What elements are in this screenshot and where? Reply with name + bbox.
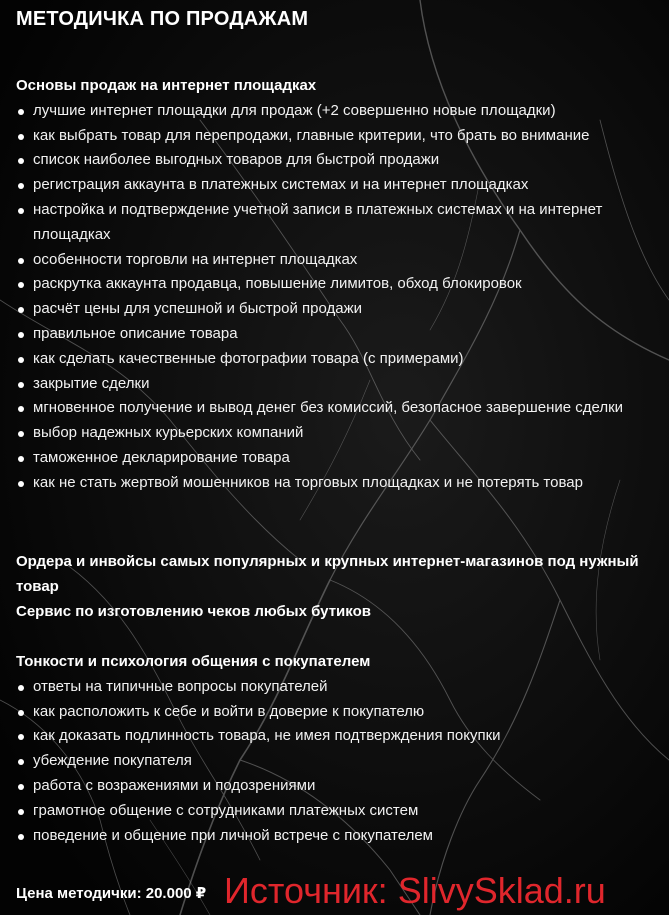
list-item: мгновенное получение и вывод денег без комиссий, безопасное завершение сделки [16,396,653,421]
bullet-list [16,675,653,849]
list-item: как не стать жертвой мошенников на торговых площадках и не потерять товар [16,471,653,496]
list-item: как сделать качественные фотографии товара (с примерами) [16,347,653,372]
list-item: убеждение покупателя [16,749,653,774]
section-buyer-psychology [16,650,653,848]
receipts-service-line: Сервис по изготовлению чеков любых бутиков [16,602,371,620]
list-item: правильное описание товара [16,322,653,347]
section-orders-invoices [16,550,653,624]
orders-invoices-line: Ордера и инвойсы самых популярных и крупных интернет-магазинов под нужный товар [16,553,639,595]
list-item: закрытие сделки [16,372,653,397]
section-heading: Тонкости и психология общения с покупателем [16,653,371,670]
list-item: как выбрать товар для перепродажи, главные критерии, что брать во внимание [16,124,653,149]
list-item: особенности торговли на интернет площадках [16,248,653,273]
list-item: работа с возражениями и подозрениями [16,774,653,799]
list-item: как доказать подлинность товара, не имея подтверждения покупки [16,724,653,749]
section-sales-basics [16,74,653,496]
list-item: таможенное декларирование товара [16,446,653,471]
list-item: грамотное общение с сотрудниками платежных систем [16,799,653,824]
page-title: МЕТОДИЧКА ПО ПРОДАЖАМ [16,8,309,30]
source-watermark: Источник: SlivySklad.ru [224,870,606,911]
list-item: как расположить к себе и войти в доверие к покупателю [16,700,653,725]
list-item: настройка и подтверждение учетной записи в платежных системах и на интернет площадках [16,198,653,248]
bullet-list [16,99,653,496]
list-item: лучшие интернет площадки для продаж (+2 совершенно новые площадки) [16,99,653,124]
price-label: Цена методички: 20.000 ₽ [16,885,207,902]
list-item: поведение и общение при личной встрече с покупателем [16,824,653,849]
list-item: регистрация аккаунта в платежных системах и на интернет площадках [16,173,653,198]
section-heading: Основы продаж на интернет площадках [16,77,317,94]
list-item: ответы на типичные вопросы покупателей [16,675,653,700]
list-item: расчёт цены для успешной и быстрой продажи [16,297,653,322]
list-item: список наиболее выгодных товаров для быстрой продажи [16,148,653,173]
list-item: раскрутка аккаунта продавца, повышение лимитов, обход блокировок [16,272,653,297]
list-item: выбор надежных курьерских компаний [16,421,653,446]
